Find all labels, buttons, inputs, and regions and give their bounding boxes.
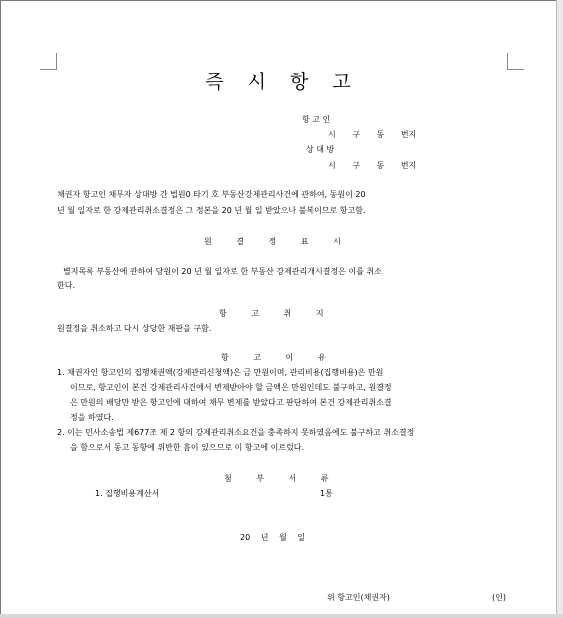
document-title: 즉 시 항 고 — [205, 71, 360, 93]
respondent-label: 상 대 방 — [306, 145, 335, 154]
vertical-scrollbar[interactable] — [556, 0, 563, 618]
intro-line-2: 년 월 일자로 한 강제관리취소결정은 그 정본을 20 년 월 일 받았으나 불복이므로 항고함. — [57, 206, 366, 215]
horizontal-scrollbar[interactable] — [0, 614, 563, 618]
reason-line-3: 은 만원의 배당만 받은 항고인에 대하여 채무 변제를 받았다고 판단하여 본건 강제관리취소결 — [70, 398, 392, 407]
appeal-purpose-text: 원결정을 취소하고 다시 상당한 재판을 구함. — [57, 324, 212, 333]
signer-line: 위 항고인(채권자) — [327, 593, 390, 602]
section-heading-appeal-reasons: 항 고 이 유 — [221, 353, 326, 362]
section-heading-appeal-purpose: 항 고 취 지 — [219, 309, 324, 318]
reason-line-2: 이므로, 항고인이 본건 강제관리사건에서 변제받아야 할 금액은 만원인데도 불구하고, 원결정 — [70, 383, 392, 392]
reason-line-1: 1. 채권자인 항고인의 집행채권액(강제관리신청액)은 금 만원이며, 관리비용(집행비용)은 만원 — [57, 368, 384, 377]
reason-line-4: 정을 하였다. — [70, 413, 114, 422]
attachment-count: 1통 — [320, 489, 333, 498]
reason-line-5: 2. 이는 민사소송법 제677조 제 2 항의 강제관리취소요건을 충족하지 못하였음에도 불구하고 취소결정 — [57, 428, 415, 437]
attachment-item: 1. 집행비용계산서 — [95, 489, 160, 498]
section-heading-attachments: 첨 부 서 류 — [224, 474, 329, 483]
appellant-address: 시 구 동 번지 — [328, 130, 417, 139]
section-heading-original-decision: 원 결 정 표 시 — [204, 237, 341, 246]
reason-line-6: 을 함으로서 동고 동항에 위반한 흠이 있으므로 이 항고에 이르렀다. — [70, 443, 305, 452]
original-decision-line-2: 한다. — [57, 281, 75, 290]
intro-line-1: 채권자 항고인 채무자 상대방 간 법원0 타기 호 부동산강제관리사건에 관하여, 동원이 20 — [57, 190, 366, 199]
seal-mark: (인) — [492, 593, 506, 602]
original-decision-line-1: 별지목록 부동산에 관하여 당원이 20 년 월 일자로 한 부동산 강제관리개시결정은 이를 취소 — [63, 267, 382, 276]
appellant-label: 항 고 인 — [302, 115, 331, 124]
date-line: 20 년 월 일 — [240, 533, 305, 542]
respondent-address: 시 구 동 번지 — [328, 161, 417, 170]
